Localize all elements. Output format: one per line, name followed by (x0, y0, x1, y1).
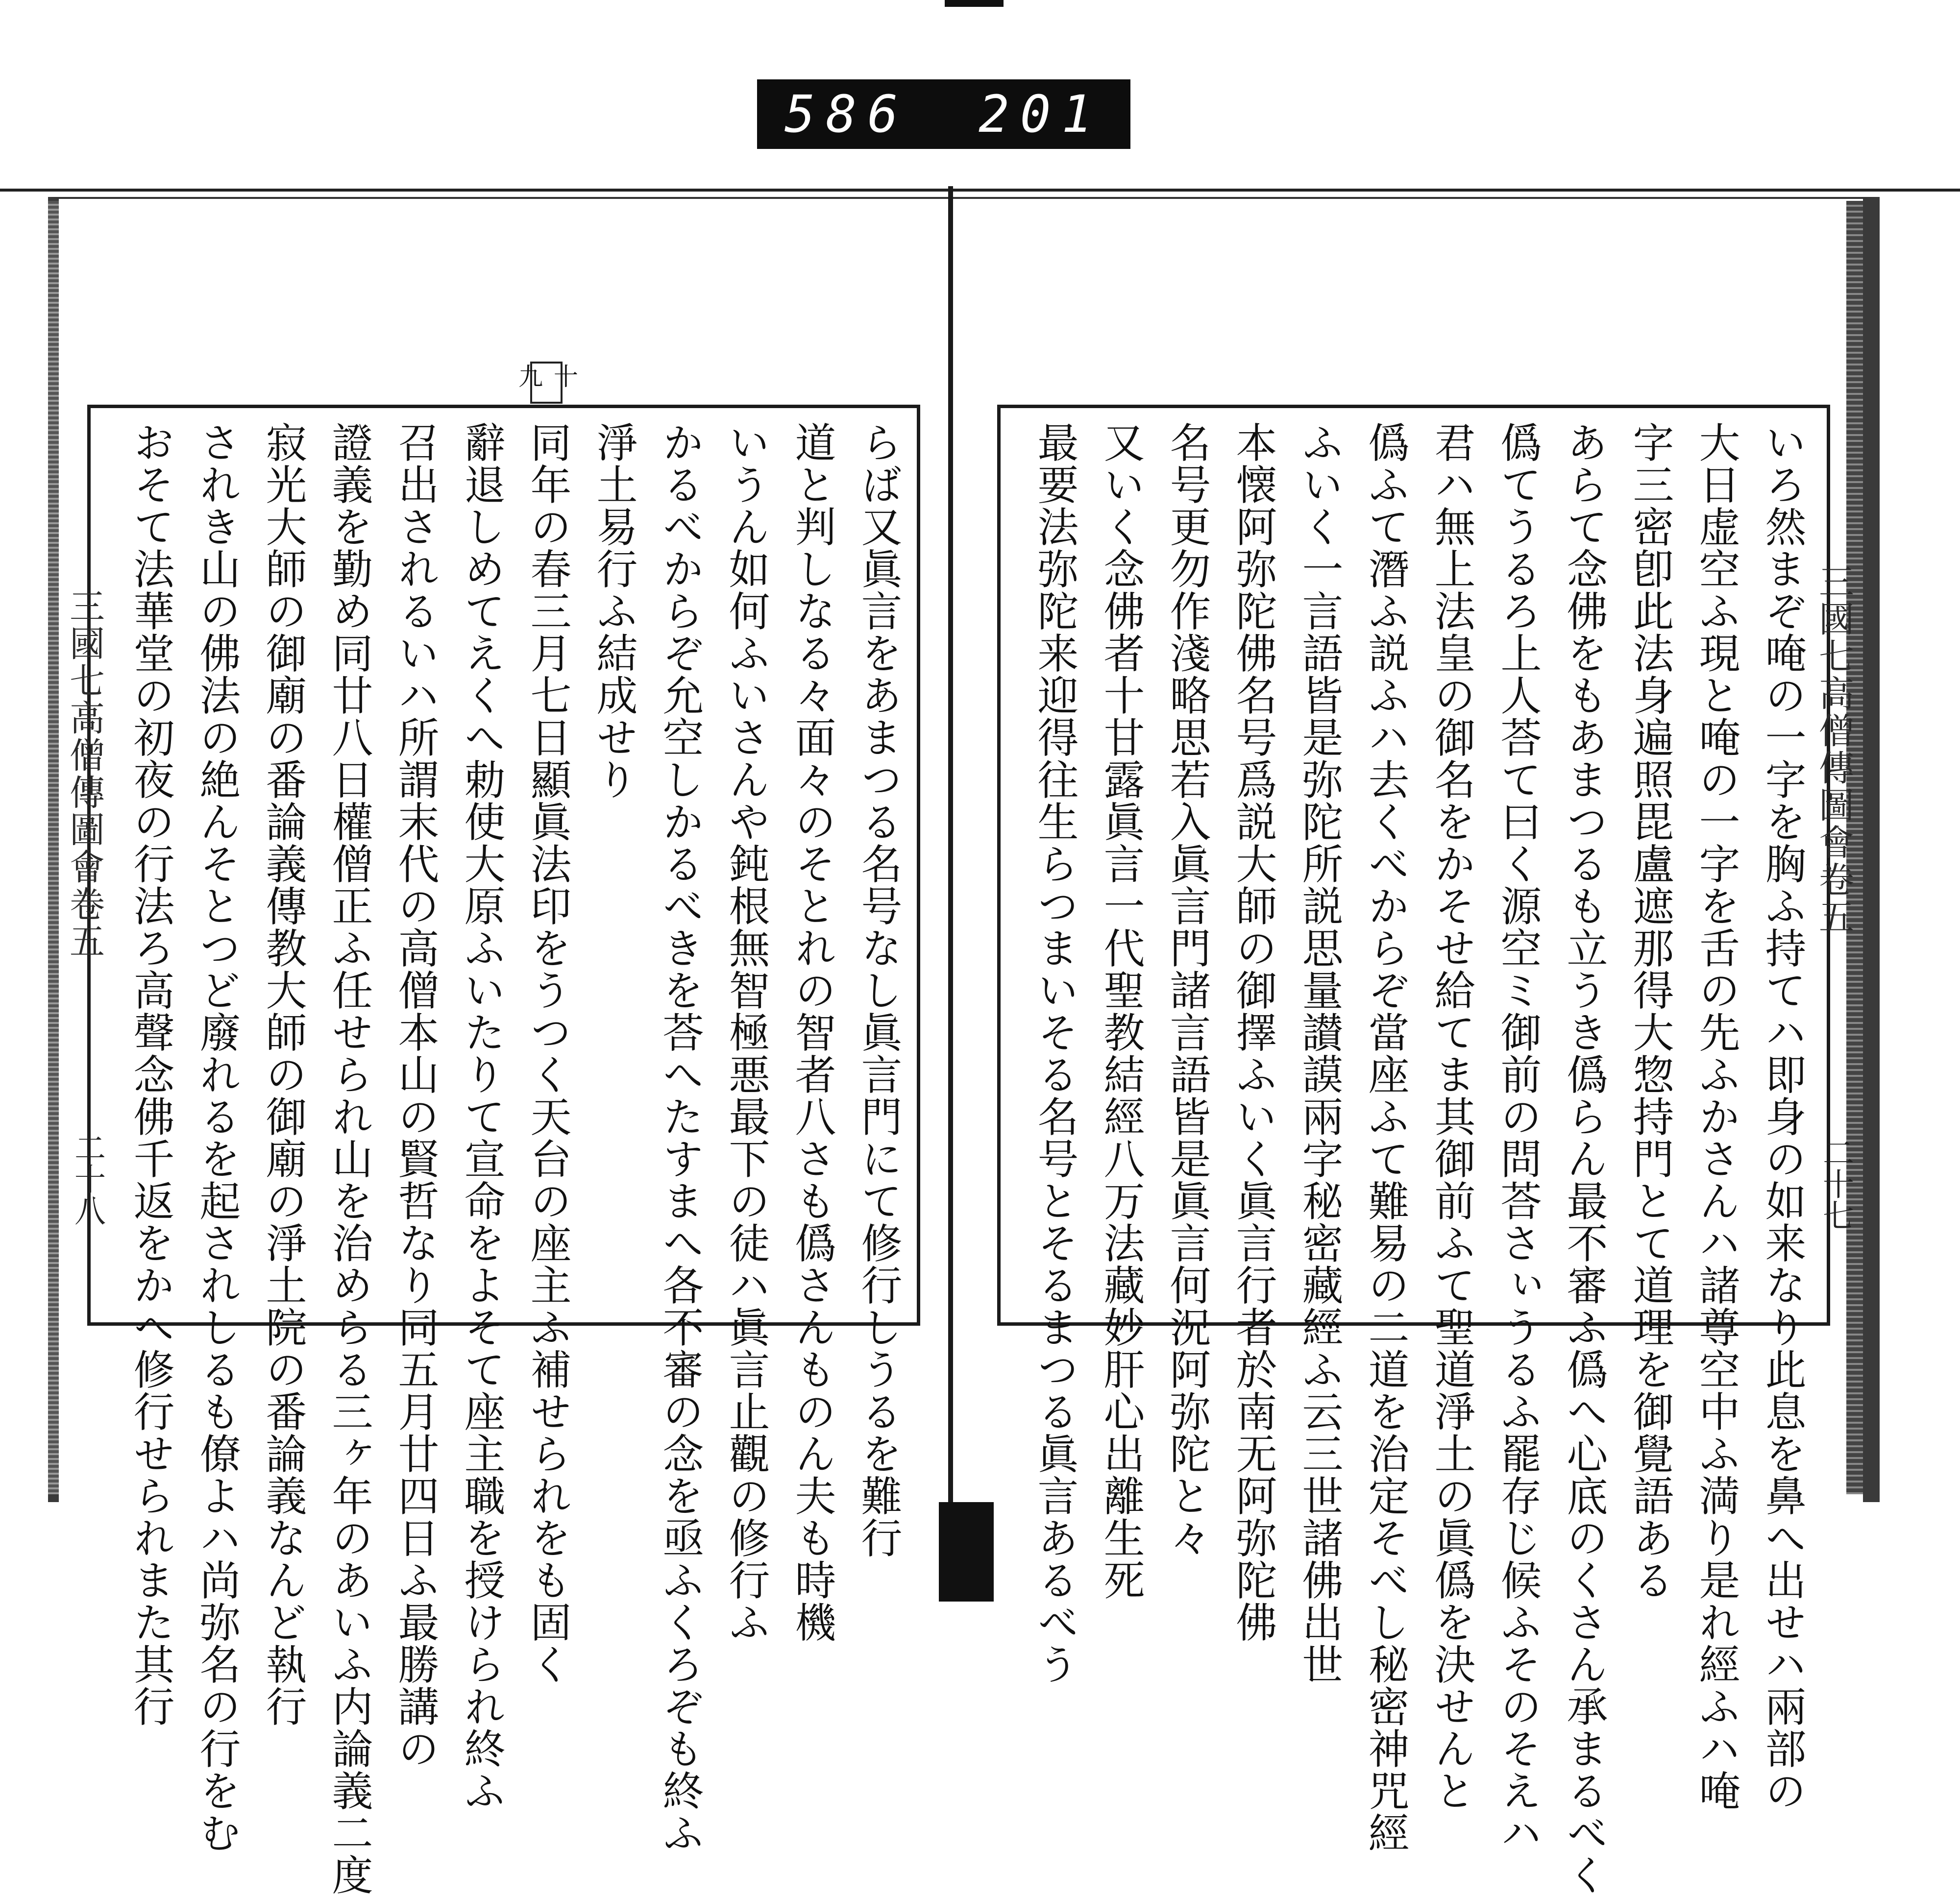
text-column: 僞てうるろ上人荅て曰く源空ミ御前の問荅さぃうるふ罷存じ候ふそのそえハ (1494, 421, 1542, 1854)
text-column: かるべからぞ允空しかるべきを荅へたすまへ各不審の念を亟ふくろぞも終ふ (656, 421, 704, 1854)
text-column: 僞ふて潛ふ説ふハ去くべからぞ當座ふて難易の二道を治定そべし秘密神咒經 (1362, 421, 1410, 1854)
text-column: 字三密卽此法身遍照毘盧遮那得大惣持門とて道理を御覺語ある (1626, 421, 1674, 1601)
right-text-body (1022, 421, 1815, 1896)
text-column: おそて法華堂の初夜の行法ろ高聲念佛千返をかへ修行せられまた其行 (127, 421, 175, 1727)
scan-top-rule (0, 189, 1960, 192)
left-running-title: 三國七高僧傳圖會卷五 (64, 588, 105, 960)
text-column: 辭退しめてえくへ勅使大原ふいたりて宣命をよそて座主職を授けられ終ふ (458, 421, 506, 1812)
text-column: 同年の春三月七日顯眞法印をうつく天台の座主ふ補せられをも固く (524, 421, 572, 1685)
text-column: 淨土易行ふ結成せり (590, 421, 638, 801)
text-column: ふいく一言語皆是弥陀所説思量讃謨兩字秘密藏經ふ云三世諸佛出世 (1296, 421, 1344, 1685)
binding-tab-bottom (939, 1502, 994, 1602)
text-column: いうん如何ふいさんや鈍根無智極悪最下の徒ハ眞言止觀の修行ふ (722, 421, 770, 1643)
text-column: 召出されるいハ所謂末代の高僧本山の賢哲なり同五月廿四日ふ最勝講の (392, 421, 440, 1770)
accession-label (757, 79, 1130, 149)
book-spine (948, 186, 953, 1509)
text-column: 大日虚空ふ現と唵の一字を舌の先ふかさんハ諸尊空中ふ満り是れ經ふハ唵 (1692, 421, 1740, 1812)
text-column: 道と判しなる々面々のそとれの智者八さも僞さんものん夫も時機 (788, 421, 836, 1643)
right-running-title: 三國七高僧傳圖會卷五 (1813, 563, 1854, 936)
accession-right: 201 (979, 84, 1103, 144)
text-column: されき山の佛法の絶んそとつど廢れるを起されしるも僚よハ尚弥名の行をむ (193, 421, 241, 1854)
chapter-mark (530, 362, 563, 404)
text-column: 證義を勤め同廿八日權僧正ふ任せられ山を治めらる三ヶ年のあいふ内論義二度 (325, 421, 373, 1896)
text-column: いろ然まぞ唵の一字を胸ふ持てハ即身の如来なり此息を鼻へ出せハ兩部の (1759, 421, 1807, 1812)
text-column: 名号更勿作淺略思若入眞言門諸言語皆是眞言何況阿弥陀と々 (1163, 421, 1211, 1559)
text-column: 最要法弥陀来迎得往生らつまいそる名号とそるまつる眞言あるべう (1031, 421, 1079, 1685)
text-column: 又いく念佛者十甘露眞言一代聖教結經八万法藏妙肝心出離生死 (1097, 421, 1145, 1601)
binding-tab-top (945, 0, 1004, 7)
text-column: らば又眞言をあまつる名号なし眞言門にて修行しうるを難行 (855, 421, 903, 1559)
text-column: 君ハ無上法皇の御名をかそせ給てま其御前ふて聖道淨土の眞僞を決せんと (1428, 421, 1476, 1812)
left-page-edge (48, 201, 59, 1494)
accession-left: 586 (784, 84, 909, 144)
left-folio: 二十八 (69, 1132, 105, 1226)
right-folio: 二十七 (1817, 1137, 1854, 1231)
left-text-body (118, 421, 911, 1896)
text-column: 寂光大師の御廟の番論義傳教大師の御廟の淨土院の番論義なんど執行 (259, 421, 307, 1727)
text-column: あらて念佛をもあまつるも立うき僞らん最不審ふ僞へ心底のくさん承まるべく (1560, 421, 1608, 1896)
text-column: 本懐阿弥陀佛名号爲説大師の御擇ふいく眞言行者於南无阿弥陀佛 (1229, 421, 1277, 1643)
